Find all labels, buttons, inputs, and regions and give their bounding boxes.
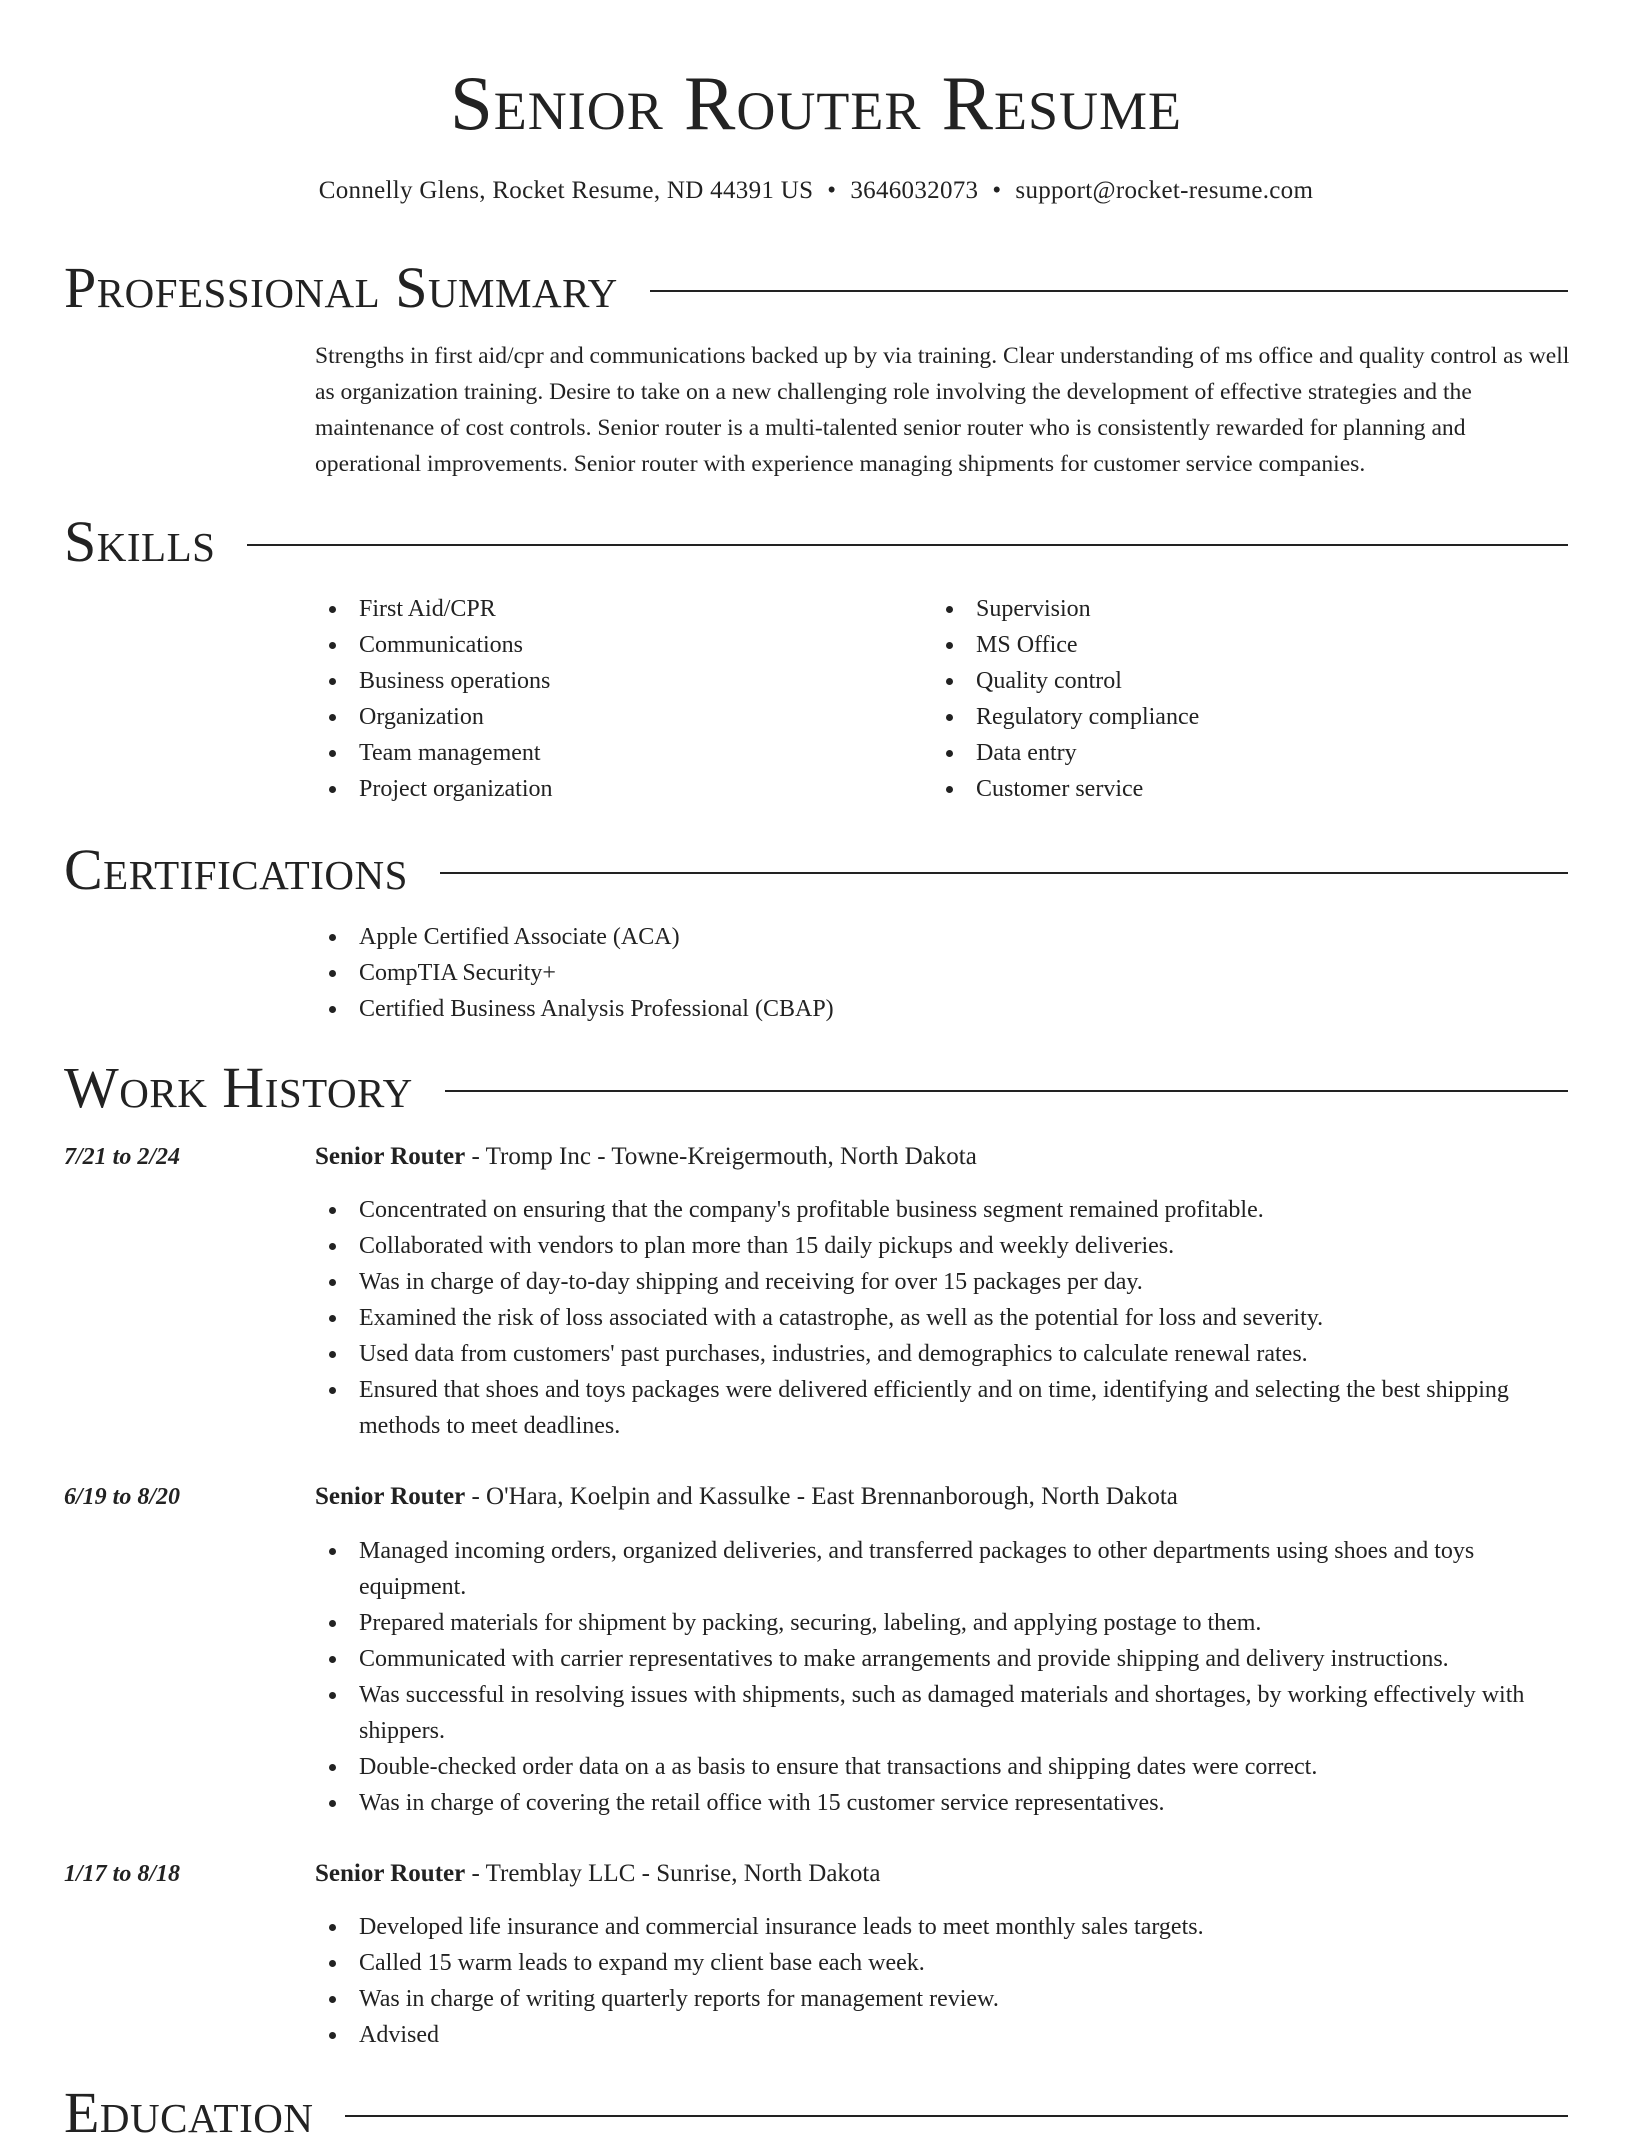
section-divider xyxy=(445,1090,1568,1092)
skill-item: Project organization xyxy=(315,771,915,807)
certification-item: CompTIA Security+ xyxy=(315,955,1575,991)
contact-separator: • xyxy=(827,177,837,204)
skill-item: Supervision xyxy=(932,591,1532,627)
job-company-location: - Tromp Inc - Towne-Kreigermouth, North Dakota xyxy=(465,1143,977,1170)
education-section-title: Education xyxy=(64,2080,314,2145)
job-bullet: Communicated with carrier representatives to make arrangements and provide shipping and delivery instructions. xyxy=(315,1641,1575,1677)
certifications-section-title: Certifications xyxy=(64,837,408,902)
job-bullet: Concentrated on ensuring that the company's profitable business segment remained profitable. xyxy=(315,1192,1575,1228)
job-title: Senior Router xyxy=(315,1143,466,1170)
certifications-list xyxy=(315,919,1575,1027)
skill-item: Organization xyxy=(315,699,915,735)
job-dates: 1/17 to 8/18 xyxy=(64,1861,181,1887)
job-bullet: Prepared materials for shipment by packing, securing, labeling, and applying postage to them. xyxy=(315,1605,1575,1641)
certification-item: Certified Business Analysis Professional (CBAP) xyxy=(315,991,1575,1027)
job-bullet: Ensured that shoes and toys packages were delivered efficiently and on time, identifying and selecting the best shipping methods to meet deadlines. xyxy=(315,1372,1575,1444)
skills-list-left xyxy=(315,591,915,807)
job-dates: 6/19 to 8/20 xyxy=(64,1484,181,1510)
skill-item: Business operations xyxy=(315,663,915,699)
contact-phone: 3646032073 xyxy=(850,177,979,204)
education-section-header xyxy=(64,2080,1568,2146)
job-bullet: Double-checked order data on a as basis to ensure that transactions and shipping dates were correct. xyxy=(315,1749,1575,1785)
job-bullet: Developed life insurance and commercial insurance leads to meet monthly sales targets. xyxy=(315,1909,1575,1945)
job-bullet: Collaborated with vendors to plan more than 15 daily pickups and weekly deliveries. xyxy=(315,1228,1575,1264)
certification-item: Apple Certified Associate (ACA) xyxy=(315,919,1575,955)
job-bullet: Was in charge of writing quarterly reports for management review. xyxy=(315,1981,1575,2017)
skill-item: First Aid/CPR xyxy=(315,591,915,627)
job-bullets xyxy=(315,1533,1575,1821)
job-bullet: Was in charge of covering the retail office with 15 customer service representatives. xyxy=(315,1785,1575,1821)
skill-item: Communications xyxy=(315,627,915,663)
job-dates: 7/21 to 2/24 xyxy=(64,1144,181,1170)
resume-name: Senior Router Resume xyxy=(449,60,1183,146)
skill-item: Data entry xyxy=(932,735,1532,771)
skill-item: MS Office xyxy=(932,627,1532,663)
skills-section-title: Skills xyxy=(64,509,216,574)
job-company-location: - O'Hara, Koelpin and Kassulke - East Brennanborough, North Dakota xyxy=(465,1483,1178,1510)
job-heading xyxy=(315,1856,880,1892)
job-title: Senior Router xyxy=(315,1860,466,1887)
certifications-section-header xyxy=(64,837,1568,903)
job-heading xyxy=(315,1139,977,1175)
contact-line xyxy=(0,175,1632,207)
job-company-location: - Tremblay LLC - Sunrise, North Dakota xyxy=(465,1860,881,1887)
section-divider xyxy=(650,290,1568,292)
contact-separator: • xyxy=(992,177,1002,204)
job-bullets xyxy=(315,1909,1575,2053)
skill-item: Quality control xyxy=(932,663,1532,699)
summary-section-title: Professional Summary xyxy=(64,255,618,320)
job-heading xyxy=(315,1479,1178,1515)
contact-address: Connelly Glens, Rocket Resume, ND 44391 US xyxy=(318,177,814,204)
section-divider xyxy=(345,2115,1568,2117)
section-divider xyxy=(247,544,1568,546)
job-bullet: Used data from customers' past purchases, industries, and demographics to calculate renewal rates. xyxy=(315,1336,1575,1372)
skill-item: Regulatory compliance xyxy=(932,699,1532,735)
summary-text: Strengths in first aid/cpr and communications backed up by via training. Clear understanding of ms office and quality control as well as organization training. Desire to take on a new challenging role involving the development of effective strategies and the maintenance of cost controls. Senior router is a multi-talented senior router who is consistently rewarded for planning and operational improvements. Senior router with experience managing shipments for customer service companies. xyxy=(315,343,1570,477)
job-title: Senior Router xyxy=(315,1483,466,1510)
summary-section-header xyxy=(64,255,1568,321)
job-bullet: Was in charge of day-to-day shipping and receiving for over 15 packages per day. xyxy=(315,1264,1575,1300)
skills-list-right xyxy=(932,591,1532,807)
job-bullet: Was successful in resolving issues with shipments, such as damaged materials and shortages, by working effectively with shippers. xyxy=(315,1677,1575,1749)
work-section-header xyxy=(64,1055,1568,1121)
contact-email: support@rocket-resume.com xyxy=(1015,177,1314,204)
job-bullets xyxy=(315,1192,1575,1444)
job-bullet: Called 15 warm leads to expand my client base each week. xyxy=(315,1945,1575,1981)
skill-item: Customer service xyxy=(932,771,1532,807)
skills-section-header xyxy=(64,509,1568,575)
job-bullet: Examined the risk of loss associated with a catastrophe, as well as the potential for loss and severity. xyxy=(315,1300,1575,1336)
work-section-title: Work History xyxy=(64,1055,413,1120)
job-bullet: Managed incoming orders, organized deliveries, and transferred packages to other departments using shoes and toys equipment. xyxy=(315,1533,1575,1605)
section-divider xyxy=(440,872,1568,874)
skill-item: Team management xyxy=(315,735,915,771)
job-bullet: Advised xyxy=(315,2017,1575,2053)
